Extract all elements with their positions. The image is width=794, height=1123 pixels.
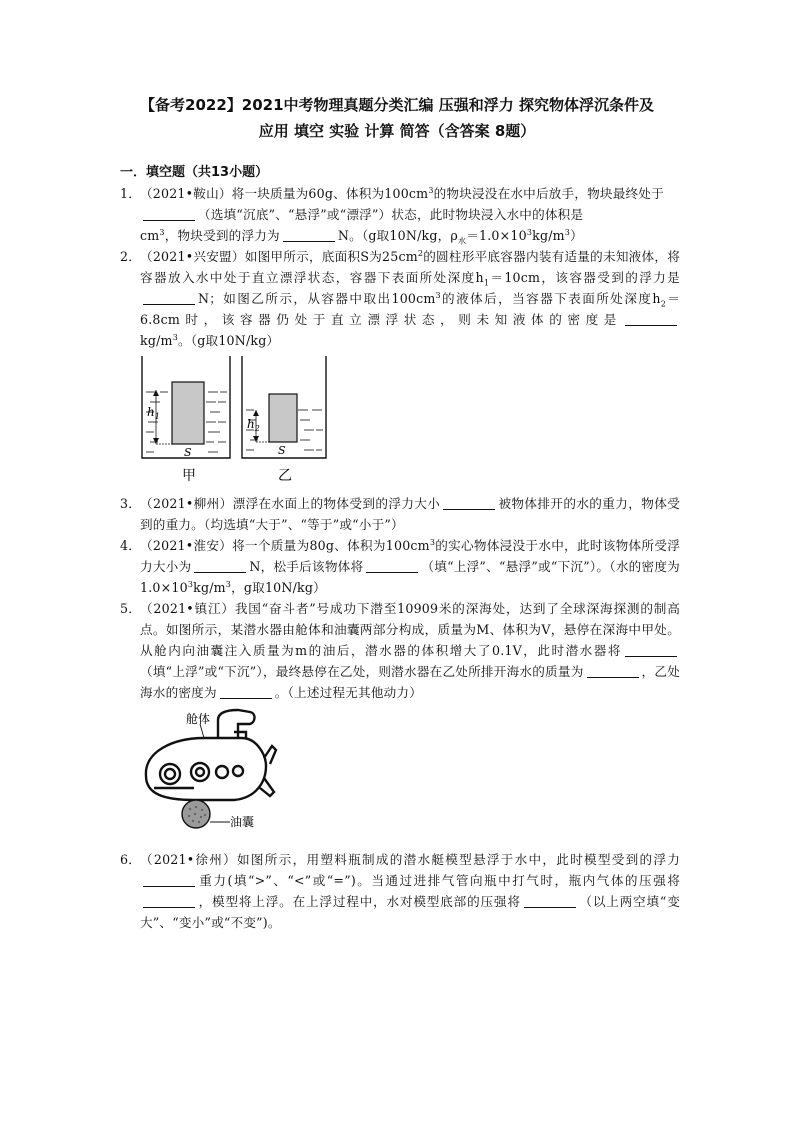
h2-label: $h_2$ — [247, 417, 260, 433]
s-label-a: S — [184, 446, 192, 459]
figure-yi — [242, 356, 326, 484]
answer-blank[interactable] — [524, 893, 576, 908]
answer-blank[interactable] — [625, 311, 677, 326]
s-label-b: S — [278, 444, 286, 457]
figure-jia — [142, 356, 230, 484]
question-text: （2021•兴安盟）如图甲所示，底面积S为$25cm^2$的圆柱形平底容器内装有适量的未知液体，将容器放入水中处于直立漂浮状态，容器下表面所处深度$h_1=10cm$，该容器受到的浮力是N；如图乙所示，从容器中取出$100cm^3$的液体后，当容器下表面所处深度$h_2=6.8cm$时，该容器仍处于直立漂浮状态，则未知液体的密度是$kg/m^3$。（g取10N/kg） — [140, 248, 681, 348]
title-line-2: 应用 填空 实验 计算 简答（含答案 8题） — [258, 122, 536, 140]
answer-blank[interactable] — [220, 684, 272, 699]
question-text: （2021•淮安）将一个质量为80g、体积为$100cm^3$的实心物体浸没于水中，此时该物体所受浮力大小为 N，松手后该物体将 （填“上浮”、“悬浮”或“下沉”）。（水的密度为$1.0\times 10^3kg/m^3$，g取10N/kg） — [140, 537, 680, 595]
document-title — [60, 92, 734, 144]
question-6 — [120, 849, 680, 933]
question-number: 1． — [120, 186, 142, 201]
answer-blank[interactable] — [143, 206, 195, 221]
question-1 — [120, 183, 680, 246]
title-line-1: 【备考2022】2021中考物理真题分类汇编 压强和浮力 探究物体浮沉条件及 — [140, 96, 654, 114]
question-5 — [120, 598, 680, 703]
answer-blank[interactable] — [587, 663, 639, 678]
answer-blank[interactable] — [625, 642, 677, 657]
submarine-body — [146, 710, 276, 800]
answer-blank[interactable] — [366, 558, 418, 573]
section-heading: 一．填空题（共13小题） — [120, 165, 269, 180]
question-text: （2021•柳州）漂浮在水面上的物体受到的浮力大小 被物体排开的水的重力，物体受到的重力。（均选填“大于”、“等于”或“小于”） — [140, 496, 680, 532]
submarine-figure — [134, 706, 282, 832]
answer-blank[interactable] — [143, 290, 195, 305]
answer-blank[interactable] — [143, 872, 195, 887]
question-number: 2． — [120, 249, 142, 264]
answer-blank[interactable] — [143, 893, 195, 908]
oil-label: 油囊 — [230, 815, 255, 829]
question-3 — [120, 493, 680, 535]
question-2 — [120, 246, 680, 351]
question-number: 5． — [120, 601, 142, 616]
answer-blank[interactable] — [443, 495, 495, 510]
answer-blank[interactable] — [194, 558, 246, 573]
question-4 — [120, 535, 680, 598]
figure-label-yi: 乙 — [278, 468, 292, 484]
answer-blank[interactable] — [283, 227, 335, 242]
container-figure — [138, 352, 330, 486]
question-number: 6． — [120, 852, 142, 867]
figure-label-jia: 甲 — [182, 468, 196, 484]
question-number: 3． — [120, 496, 142, 511]
cabin-label: 舱体 — [186, 712, 211, 726]
question-number: 4． — [120, 538, 142, 553]
question-text: （2021•鞍山）将一块质量为60g、体积为$100cm^3$的物块浸没在水中后放手，物块最终处于 （选填“沉底”、“悬浮”或“漂浮”）状态，此时物块浸入水中的体积是 $cm^3$，物块受到的浮力为 N。（g取10N/kg，$\rho_水=1.0\times 10^3kg/m^3$） — [140, 185, 664, 246]
question-text: （2021•徐州）如图所示，用塑料瓶制成的潜水艇模型悬浮于水中，此时模型受到的浮力重力(填“>”、“<”或“=”)。当通过进排气管向瓶中打气时，瓶内气体的压强将，模型将上浮。在上浮过程中，水对模型底部的压强将 （以上两空填“变大”、“变小”或“不变”)。 — [140, 852, 680, 930]
question-text: （2021•镇江）我国“奋斗者”号成功下潜至10909米的深海处，达到了全球深海探测的制高点。如图所示，某潜水器由舱体和油囊两部分构成，质量为M、体积为V，悬停在深海中甲处。从舱内向油囊注入质量为m的油后，潜水器的体积增大了0.1V，此时潜水器将（填“上浮”或“下沉”），最终悬停在乙处，则潜水器在乙处所排开海水的质量为 ，乙处海水的密度为 。（上述过程无其他动力） — [140, 601, 680, 700]
h1-label: $h_1$ — [147, 405, 160, 421]
